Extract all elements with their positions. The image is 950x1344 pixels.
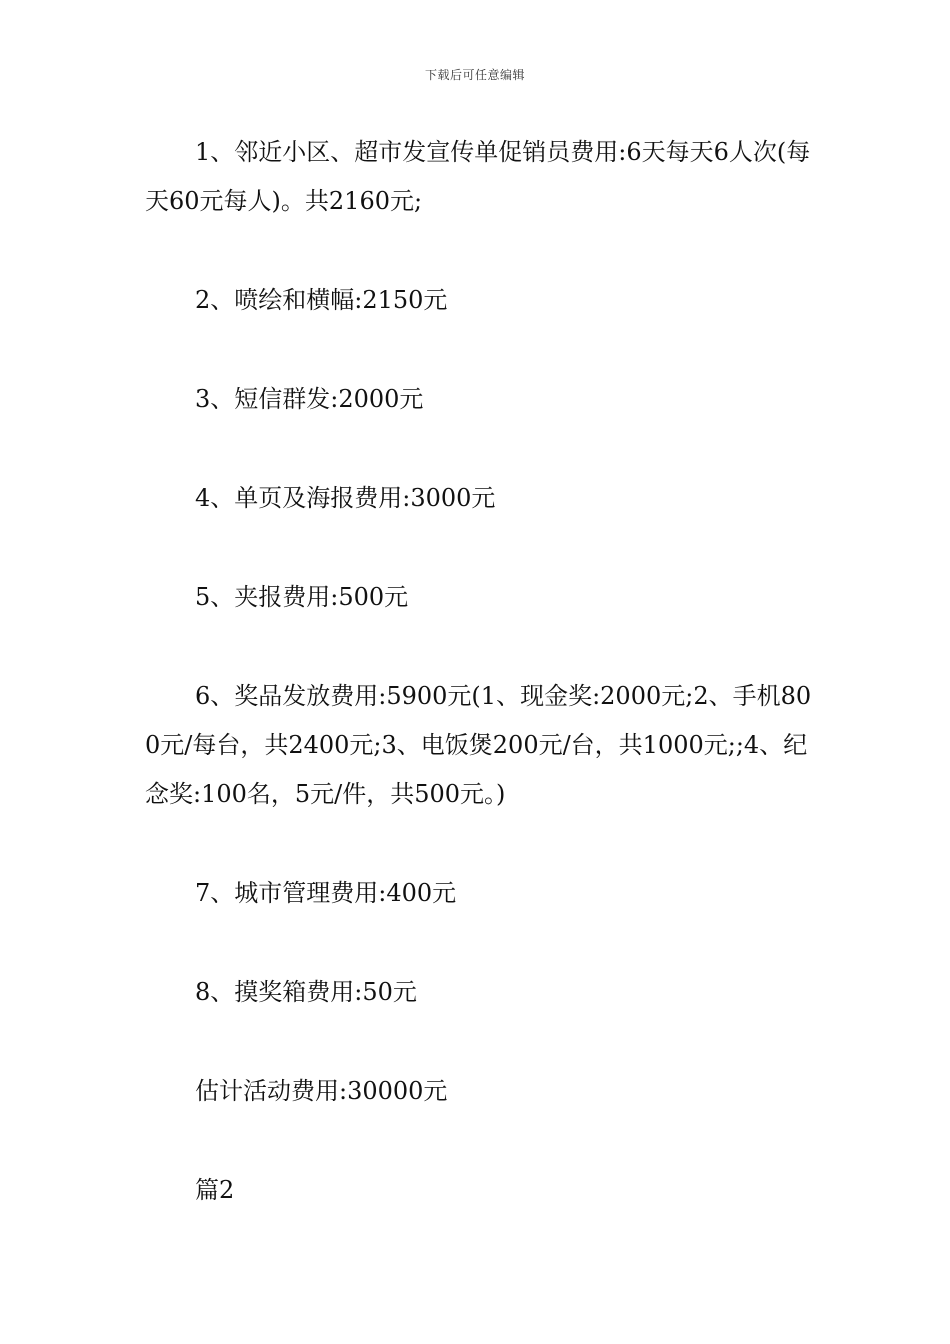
paragraph-spacer xyxy=(145,819,817,869)
paragraph-item-7: 7、城市管理费用:400元 xyxy=(195,879,457,907)
paragraph-spacer xyxy=(145,424,817,474)
paragraph-item-6: 6、奖品发放费用:5900元(1、现金奖:2000元;2、手机800元/每台，共2400元;3、电饭煲200元/台，共1000元;;4、纪念奖:100名，5元/件，共500元。) xyxy=(145,682,812,808)
paragraph-item-8: 8、摸奖箱费用:50元 xyxy=(195,978,417,1006)
paragraph-spacer xyxy=(145,1017,817,1067)
paragraph-item-4: 4、单页及海报费用:3000元 xyxy=(195,484,496,512)
page-header-note: 下载后可任意编辑 xyxy=(424,68,525,82)
paragraph-spacer xyxy=(145,226,817,276)
estimated-total: 估计活动费用:30000元 xyxy=(195,1077,448,1105)
document-body xyxy=(145,128,817,1215)
section-heading: 篇2 xyxy=(195,1176,235,1204)
paragraph-spacer xyxy=(145,523,817,573)
paragraph-item-2: 2、喷绘和横幅:2150元 xyxy=(195,286,448,314)
paragraph-spacer xyxy=(145,622,817,672)
paragraph-item-1: 1、邻近小区、超市发宣传单促销员费用:6天每天6人次(每天60元每人)。共2160元; xyxy=(145,138,811,215)
paragraph-item-3: 3、短信群发:2000元 xyxy=(195,385,424,413)
paragraph-item-5: 5、夹报费用:500元 xyxy=(195,583,409,611)
paragraph-spacer xyxy=(145,918,817,968)
paragraph-spacer xyxy=(145,325,817,375)
paragraph-spacer xyxy=(145,1116,817,1166)
